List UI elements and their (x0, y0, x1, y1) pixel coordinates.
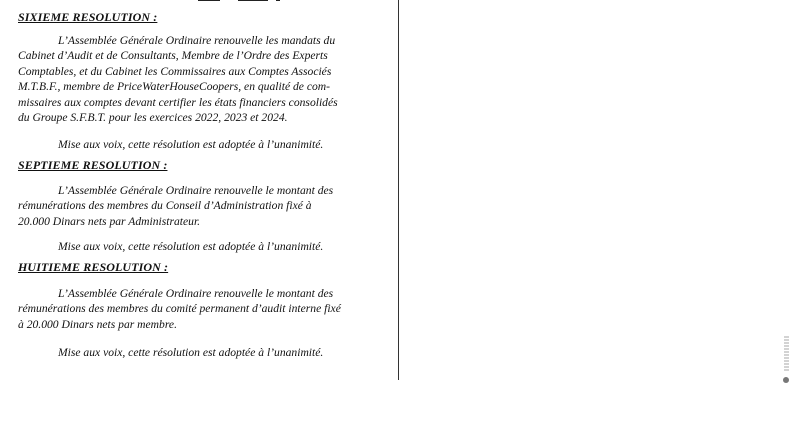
cutoff-text-fragment (198, 0, 398, 3)
paragraph-line: à 20.000 Dinars nets par membre. (18, 317, 177, 331)
watermark-vertical-text (784, 336, 789, 372)
paragraph-line: Comptables, et du Cabinet les Commissaires aux Comptes Associés (18, 64, 332, 78)
paragraph-line: L’Assemblée Générale Ordinaire renouvelle le montant des (58, 184, 334, 197)
paragraph-line: L’Assemblée Générale Ordinaire renouvelle le montant des (58, 287, 334, 300)
paragraph-line: du Groupe S.F.B.T. pour les exercices 2022, 2023 et 2024. (18, 111, 288, 125)
paragraph-line: M.T.B.F., membre de PriceWaterHouseCoopers, en qualité de com- (18, 80, 331, 94)
column-divider (398, 0, 399, 380)
printer-watermark (782, 336, 790, 388)
septieme-resolution-text (18, 183, 390, 229)
huitieme-resolution-text (18, 286, 390, 332)
paragraph-line: rémunérations des membres du Conseil d’Administration fixé à (18, 199, 312, 213)
paragraph-line: missaires aux comptes devant certifier les états financiers consolidés (18, 95, 338, 109)
paragraph-line: Cabinet d’Audit et de Consultants, Membre de l’Ordre des Experts (18, 49, 328, 63)
sixieme-vote-result: Mise aux voix, cette résolution est adoptée à l’unanimité. (58, 138, 324, 151)
septieme-resolution-heading: SEPTIEME RESOLUTION : (18, 158, 168, 172)
watermark-logo-icon (783, 377, 789, 383)
paragraph-line: L’Assemblée Générale Ordinaire renouvelle les mandats du (58, 34, 336, 47)
huitieme-resolution-heading: HUITIEME RESOLUTION : (18, 260, 169, 274)
sixieme-resolution-text (18, 33, 390, 125)
sixieme-resolution-heading: SIXIEME RESOLUTION : (18, 10, 158, 24)
septieme-vote-result: Mise aux voix, cette résolution est adoptée à l’unanimité. (58, 240, 324, 253)
paragraph-line: rémunérations des membres du comité permanent d’audit interne fixé (18, 302, 341, 316)
huitieme-vote-result: Mise aux voix, cette résolution est adoptée à l’unanimité. (58, 346, 324, 359)
paragraph-line: 20.000 Dinars nets par Administrateur. (18, 214, 201, 228)
